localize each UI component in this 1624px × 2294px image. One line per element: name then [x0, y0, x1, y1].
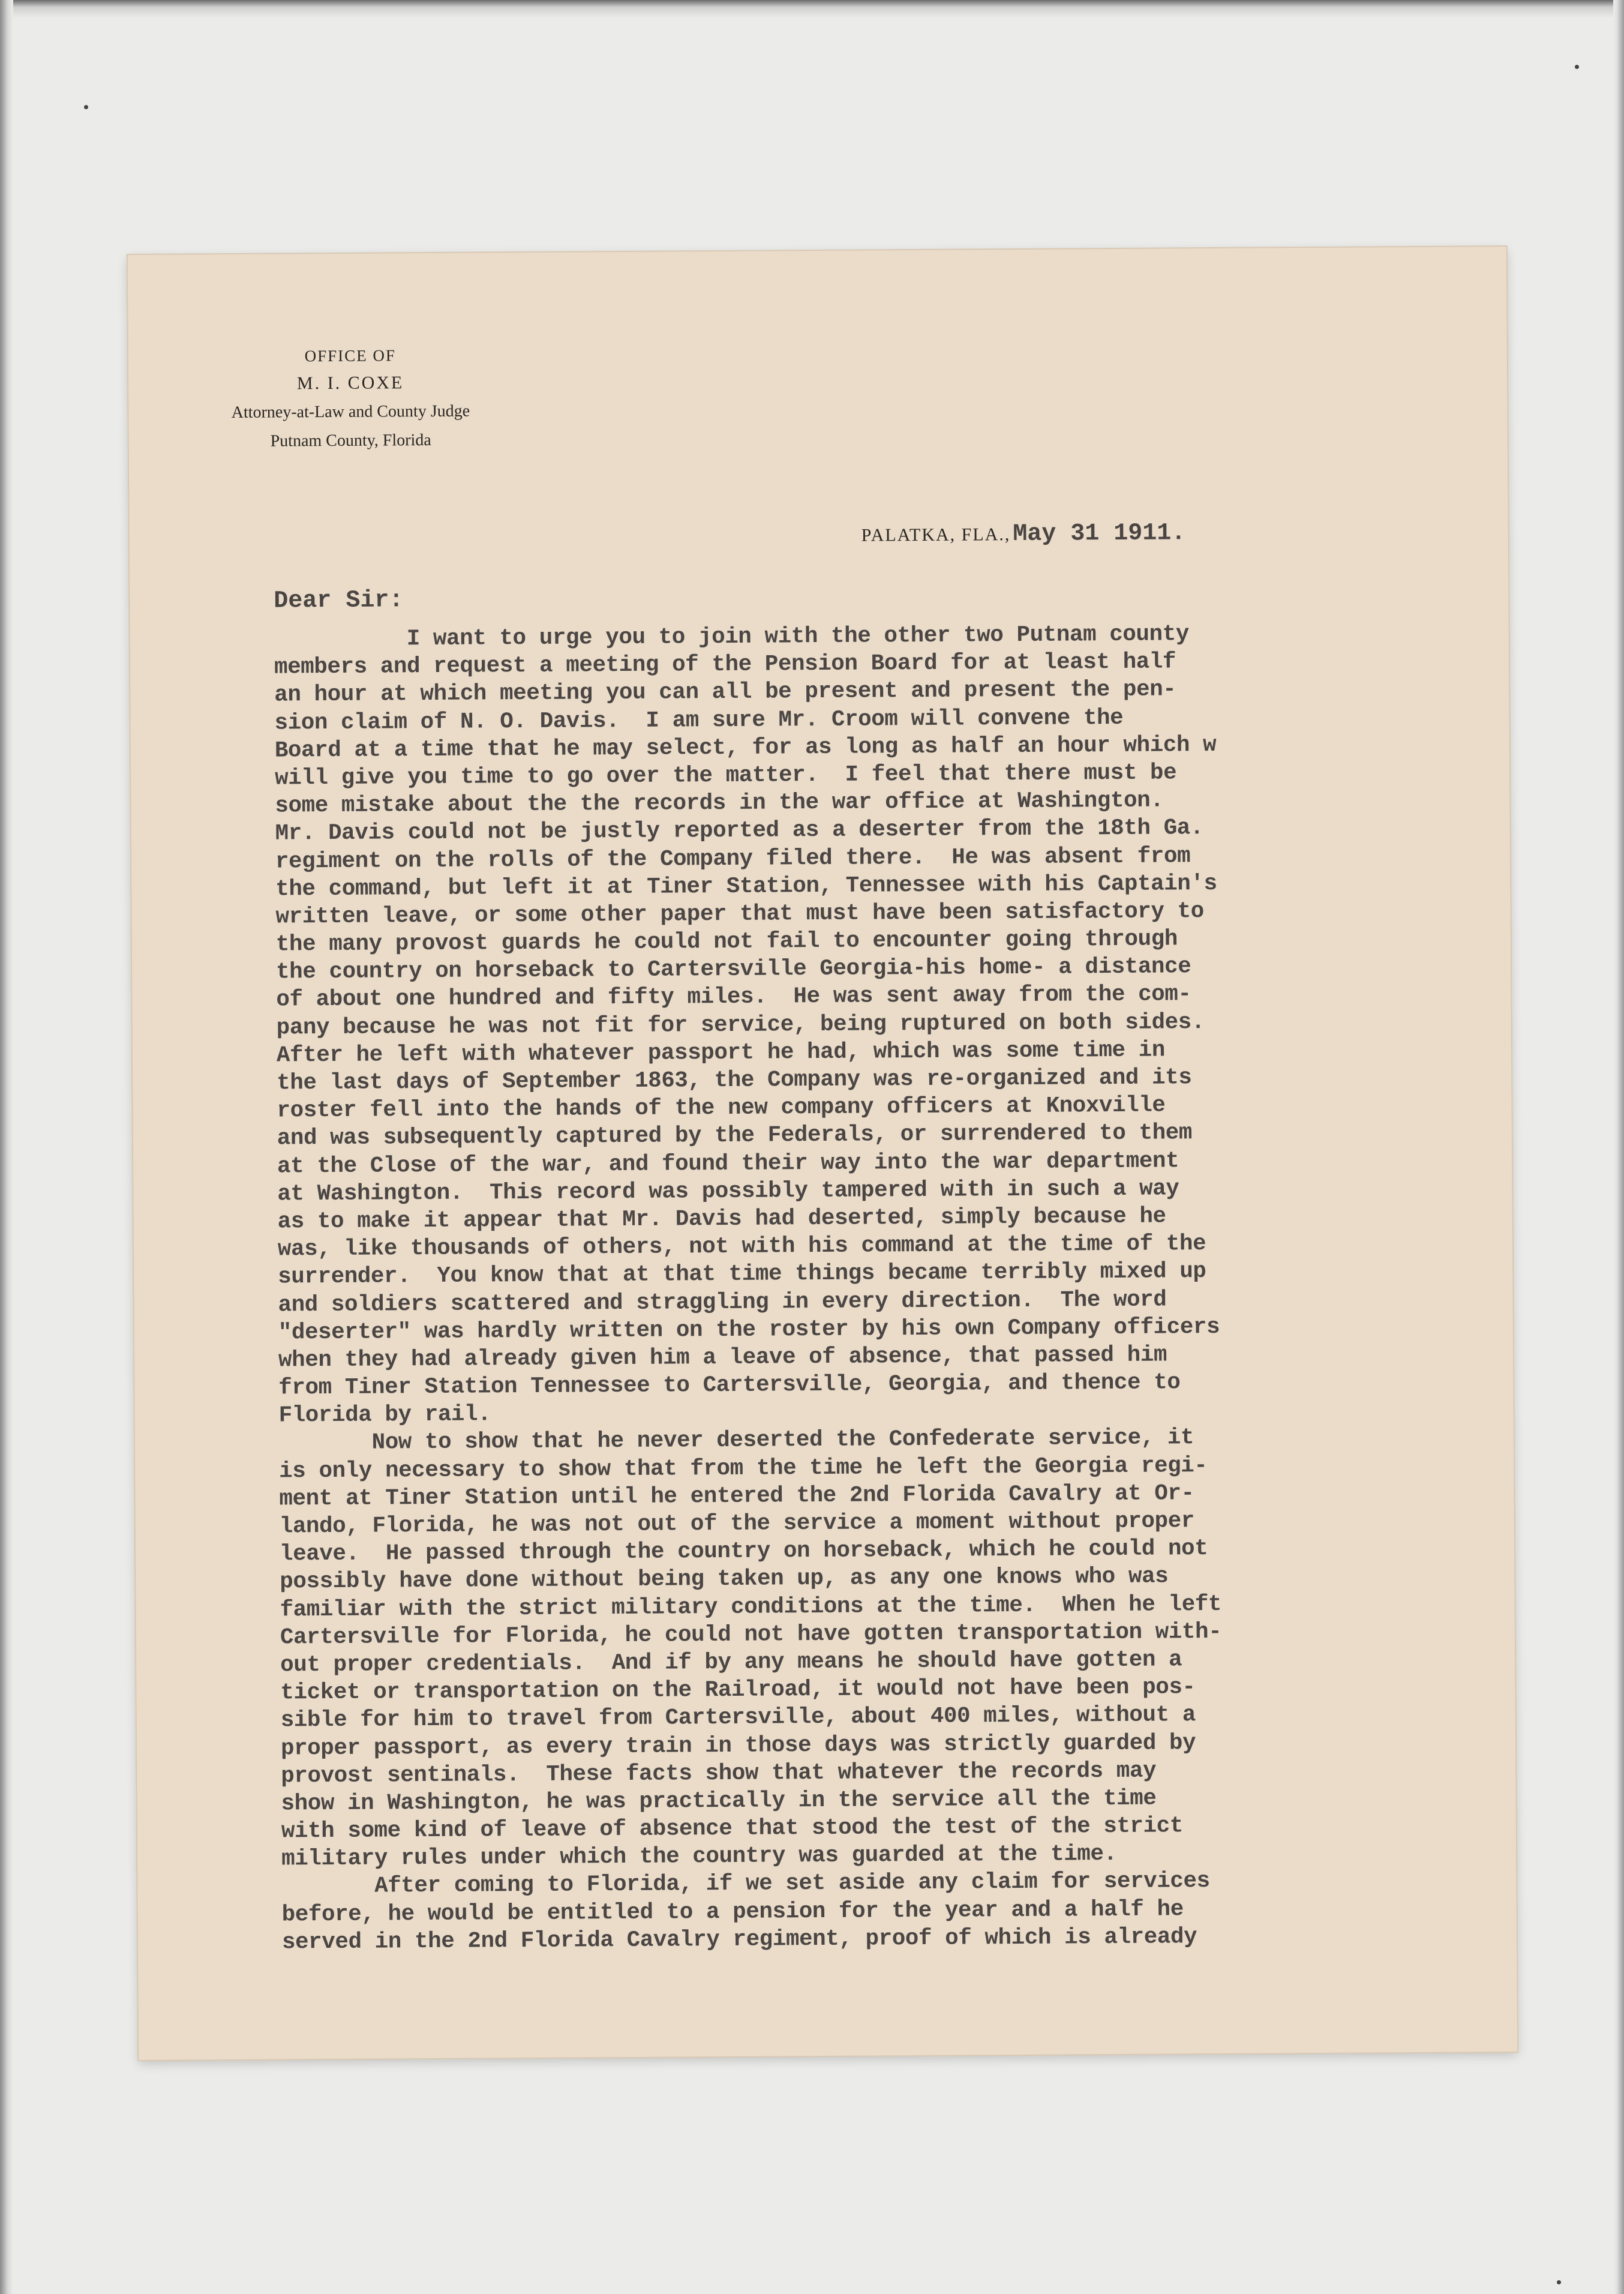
body-line: from Tiner Station Tennessee to Cartersville, Georgia, and thence to: [278, 1370, 1181, 1401]
body-line: leave. He passed through the country on horseback, which he could not: [279, 1536, 1208, 1567]
body-line: possibly have done without being taken up, as any one knows who was: [280, 1564, 1169, 1595]
dust-speck: [1557, 2280, 1561, 2284]
body-line: Florida by rail.: [278, 1402, 491, 1429]
body-line: sible for him to travel from Cartersville, about 400 miles, without a: [280, 1702, 1196, 1734]
body-line: surrender. You know that at that time things became terribly mixed up: [278, 1259, 1206, 1290]
salutation: Dear Sir:: [274, 587, 404, 615]
body-line: as to make it appear that Mr. Davis had deserted, simply because he: [277, 1204, 1166, 1235]
body-line: military rules under which the country was guarded at the time.: [281, 1842, 1117, 1872]
body-line: written leave, or some other paper that must have been satisfactory to: [275, 898, 1204, 930]
body-line: ticket or transportation on the Railroad, it would not have been pos-: [280, 1675, 1196, 1706]
body-line: and was subsequently captured by the Federals, or surrendered to them: [277, 1120, 1193, 1152]
letter-body: [274, 619, 1476, 1956]
body-line: proper passport, as every train in those days was strictly guarded by: [280, 1730, 1196, 1762]
body-line: After coming to Florida, if we set aside any claim for services: [281, 1869, 1210, 1900]
body-line: Now to show that he never deserted the Confederate service, it: [278, 1425, 1194, 1456]
dateline-place: PALATKA, FLA.,: [861, 524, 1011, 545]
body-line: pany because he was not fit for service, being ruptured on both sides.: [276, 1009, 1205, 1041]
dateline: [861, 520, 1186, 548]
body-line: at Washington. This record was possibly tampered with in such a way: [277, 1176, 1179, 1207]
body-line: the many provost guards he could not fail to encounter going through: [275, 926, 1178, 958]
body-line: roster fell into the hands of the new company officers at Knoxville: [277, 1093, 1166, 1124]
body-line: familiar with the strict military conditions at the time. When he left: [280, 1591, 1222, 1623]
letterhead-title: Attorney-at-Law and County Judge: [231, 401, 470, 422]
letterhead-name: M. I. COXE: [296, 373, 404, 394]
body-line: the last days of September 1863, the Company was re-organized and its: [277, 1065, 1192, 1096]
body-line: served in the 2nd Florida Cavalry regiment, proof of which is already: [281, 1924, 1197, 1956]
body-line: at the Close of the war, and found their way into the war department: [277, 1148, 1179, 1180]
body-line: will give you time to go over the matter. I feel that there must be: [275, 760, 1177, 791]
dust-speck: [1575, 65, 1579, 69]
letter-page: [128, 247, 1517, 2060]
body-line: with some kind of leave of absence that stood the test of the strict: [281, 1813, 1184, 1845]
body-line: Mr. Davis could not be justly reported as a deserter from the 18th Ga.: [275, 815, 1204, 847]
letterhead-office: OFFICE OF: [304, 346, 397, 365]
body-line: sion claim of N. O. Davis. I am sure Mr. Croom will convene the: [274, 705, 1124, 736]
body-line: out proper credentials. And if by any means he should have gotten a: [280, 1647, 1182, 1678]
scan-edge-left: [0, 0, 13, 2294]
body-line: ment at Tiner Station until he entered the 2nd Florida Cavalry at Or-: [279, 1481, 1194, 1512]
body-line: of about one hundred and fifty miles. He was sent away from the com-: [276, 982, 1191, 1013]
letterhead: [206, 341, 495, 456]
body-line: an hour at which meeting you can all be present and present the pen-: [274, 677, 1176, 708]
scan-edge-right: [1613, 0, 1624, 2294]
body-line: before, he would be entitled to a pension for the year and a half he: [281, 1896, 1184, 1928]
dust-speck: [84, 105, 88, 109]
letterhead-county: Putnam County, Florida: [270, 430, 431, 451]
body-line: provost sentinals. These facts show that whatever the records may: [281, 1758, 1157, 1789]
body-line: the command, but left it at Tiner Station, Tennessee with his Captain's: [275, 871, 1217, 902]
body-line: "deserter" was hardly written on the roster by his own Company officers: [278, 1314, 1220, 1346]
body-line: and soldiers scattered and straggling in every direction. The word: [278, 1287, 1167, 1318]
body-line: After he left with whatever passport he had, which was some time in: [276, 1037, 1166, 1069]
dateline-date: May 31 1911.: [1013, 520, 1186, 548]
body-line: some mistake about the the records in the war office at Washington.: [275, 788, 1164, 819]
body-line: when they had already given him a leave of absence, that passed him: [278, 1342, 1167, 1374]
body-line: regiment on the rolls of the Company filed there. He was absent from: [275, 843, 1191, 875]
body-line: members and request a meeting of the Pension Board for at least half: [274, 649, 1176, 680]
scan-edge-top: [0, 0, 1624, 18]
body-line: I want to urge you to join with the other two Putnam county: [274, 622, 1190, 653]
body-line: lando, Florida, he was not out of the service a moment without proper: [279, 1509, 1195, 1540]
body-line: was, like thousands of others, not with his command at the time of the: [277, 1231, 1206, 1263]
body-line: the country on horseback to Cartersville Georgia-his home- a distance: [276, 954, 1191, 985]
body-line: Board at a time that he may select, for as long as half an hour which w: [274, 732, 1217, 764]
body-line: Cartersville for Florida, he could not have gotten transportation with-: [280, 1619, 1222, 1651]
body-line: is only necessary to show that from the time he left the Georgia regi-: [279, 1453, 1208, 1485]
body-line: show in Washington, he was practically in the service all the time: [281, 1786, 1157, 1817]
